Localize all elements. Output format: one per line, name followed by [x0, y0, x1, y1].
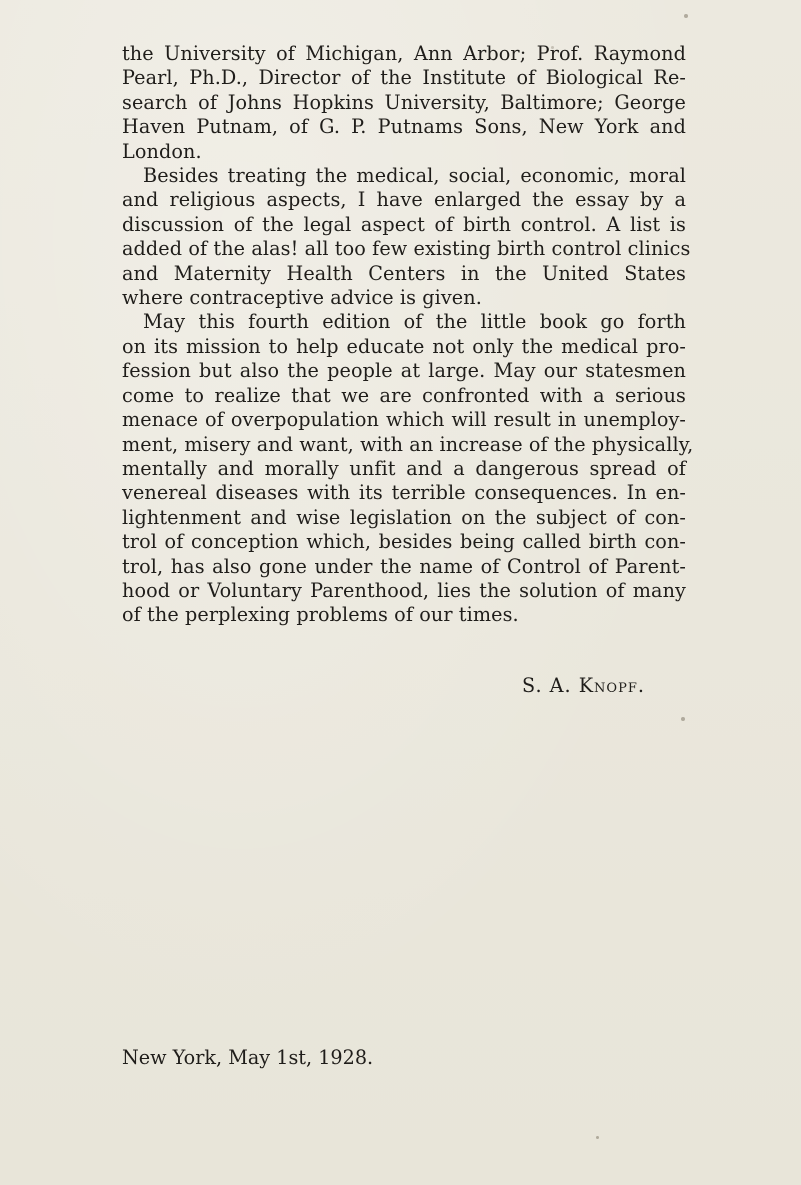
text-line: venereal diseases with its terrible consequences. In en-	[122, 481, 686, 505]
text-line: London.	[122, 139, 202, 163]
text-line: ment, misery and want, with an increase of the physically,	[122, 432, 694, 456]
text-line: Pearl, Ph.D., Director of the Institute of Biological Re-	[122, 66, 686, 90]
paragraph-1	[122, 42, 686, 164]
dateline: New York, May 1st, 1928.	[122, 1046, 374, 1069]
text-line: and religious aspects, I have enlarged the essay by a	[122, 188, 686, 212]
text-line: trol, has also gone under the name of Control of Parent-	[122, 554, 686, 578]
text-line: May this fourth edition of the little book go forth	[143, 310, 686, 334]
paper-speck	[681, 717, 685, 721]
text-line: discussion of the legal aspect of birth control. A list is	[122, 212, 686, 236]
paper-speck	[684, 14, 688, 18]
paper-speck	[596, 1136, 599, 1139]
text-line: mentally and morally unfit and a dangerous spread of	[122, 456, 686, 480]
text-line: on its mission to help educate not only the medical pro-	[122, 334, 686, 358]
text-line: search of Johns Hopkins University, Baltimore; George	[122, 90, 686, 114]
text-line: lightenment and wise legislation on the subject of con-	[122, 505, 686, 529]
text-line: Besides treating the medical, social, economic, moral	[143, 164, 686, 188]
text-line: trol of conception which, besides being called birth con-	[122, 530, 686, 554]
paragraph-3	[122, 310, 694, 627]
text-line: the University of Michigan, Ann Arbor; Prof. Raymond	[122, 42, 686, 65]
text-line: where contraceptive advice is given.	[122, 286, 482, 310]
text-line: Haven Putnam, of G. P. Putnams Sons, New York and	[122, 115, 686, 139]
body-text	[122, 42, 694, 628]
paragraph-2	[122, 164, 691, 310]
text-line: fession but also the people at large. May our statesmen	[122, 359, 686, 383]
text-line: menace of overpopulation which will result in unemploy-	[122, 408, 686, 432]
text-line: of the perplexing problems of our times.	[122, 603, 519, 627]
author-signature: S. A. Knopf.	[522, 674, 645, 697]
text-line: and Maternity Health Centers in the United States	[122, 261, 686, 285]
paper-speck	[551, 46, 554, 49]
text-line: hood or Voluntary Parenthood, lies the solution of many	[122, 578, 686, 602]
text-line: come to realize that we are confronted with a serious	[122, 383, 686, 407]
text-line: added of the alas! all too few existing birth control clinics	[122, 237, 691, 261]
